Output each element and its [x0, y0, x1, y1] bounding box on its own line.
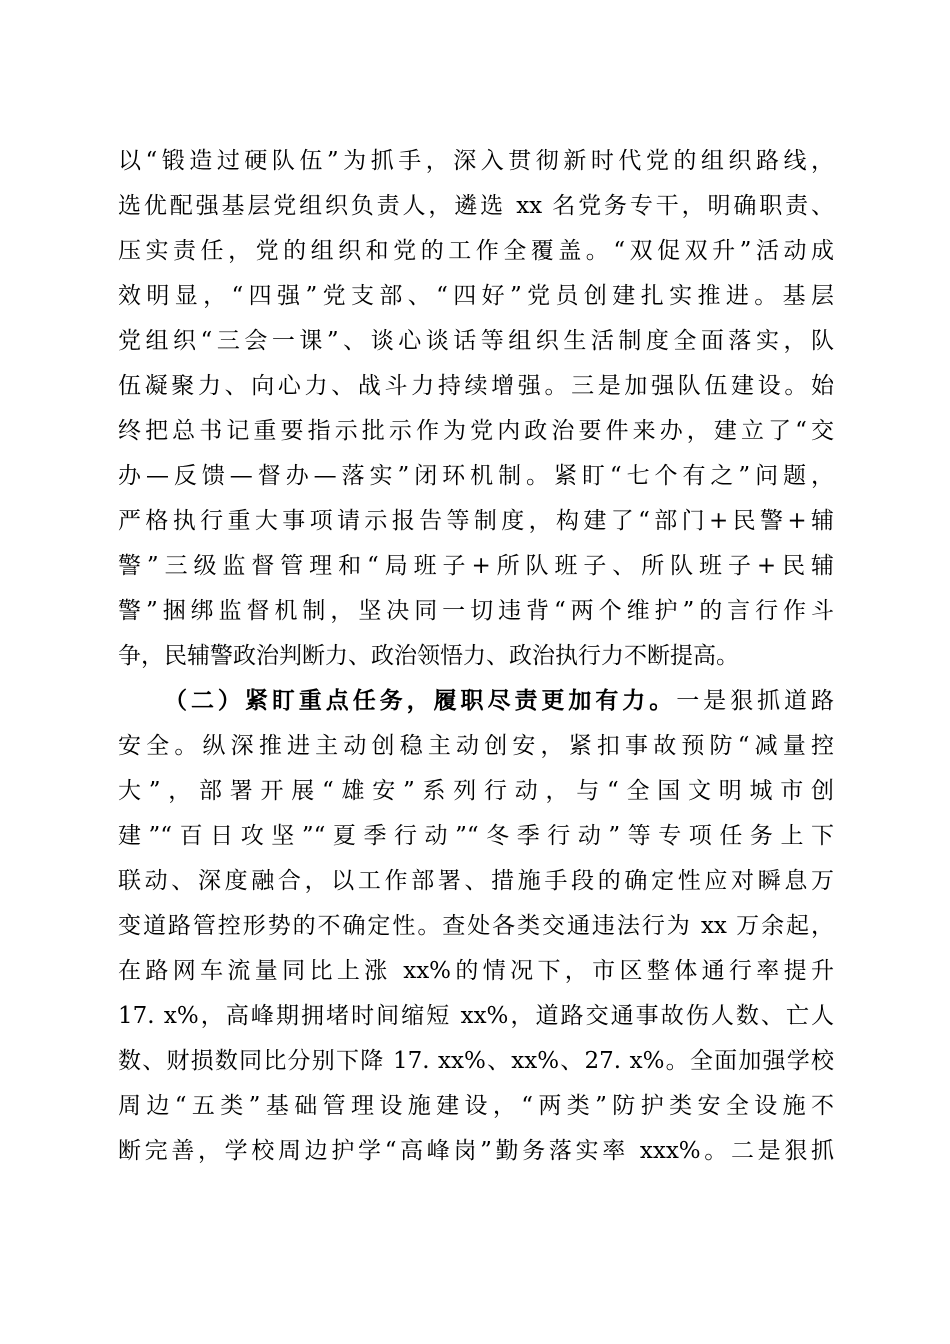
paragraph-line: 争，民辅警政治判断力、政治领悟力、政治执行力不断提高。	[118, 643, 739, 669]
paragraph-line: 大”，部署开展“雄安”系列行动，与“全国文明城市创	[118, 778, 834, 804]
paragraph-line: 变道路管控形势的不确定性。查处各类交通违法行为 xx 万余起，	[118, 913, 834, 939]
paragraph-line: 党组织“三会一课”、谈心谈话等组织生活制度全面落实，队	[118, 328, 834, 354]
paragraph-line: 在路网车流量同比上涨 xx%的情况下，市区整体通行率提升	[118, 958, 834, 984]
paragraph-line: 终把总书记重要指示批示作为党内政治要件来办，建立了“交	[118, 418, 834, 444]
section-heading: （二）紧盯重点任务，履职尽责更加有力。	[164, 687, 677, 714]
paragraph-line: 数、财损数同比分别下降 17. xx%、xx%、27. x%。全面加强学校	[118, 1048, 834, 1074]
paragraph-line: 压实责任，党的组织和党的工作全覆盖。“双促双升”活动成	[118, 238, 834, 264]
paragraph-line: 警”三级监督管理和“局班子+所队班子、所队班子+民辅	[118, 553, 834, 579]
paragraph-line: 伍凝聚力、向心力、战斗力持续增强。三是加强队伍建设。始	[118, 373, 834, 399]
paragraph-line: 警”捆绑监督机制，坚决同一切违背“两个维护”的言行作斗	[118, 598, 834, 624]
section-heading-rest: 一是狠抓道路	[676, 688, 835, 714]
paragraph-line: 安全。纵深推进主动创稳主动创安，紧扣事故预防“减量控	[118, 733, 834, 759]
paragraph-line: 17. x%，高峰期拥堵时间缩短 xx%，道路交通事故伤人数、亡人	[118, 1003, 834, 1029]
paragraph-line: 周边“五类”基础管理设施建设，“两类”防护类安全设施不	[118, 1093, 834, 1119]
paragraph-line: 办—反馈—督办—落实”闭环机制。紧盯“七个有之”问题，	[118, 463, 834, 489]
section-heading-line	[164, 681, 834, 721]
paragraph-line: 效明显，“四强”党支部、“四好”党员创建扎实推进。基层	[118, 283, 834, 309]
paragraph-line: 严格执行重大事项请示报告等制度，构建了“部门+民警+辅	[118, 508, 834, 534]
paragraph-line: 以“锻造过硬队伍”为抓手，深入贯彻新时代党的组织路线，	[118, 148, 834, 174]
paragraph-line: 建”“百日攻坚”“夏季行动”“冬季行动”等专项任务上下	[118, 823, 834, 849]
paragraph-line: 联动、深度融合，以工作部署、措施手段的确定性应对瞬息万	[118, 868, 834, 894]
paragraph-line: 选优配强基层党组织负责人，遴选 xx 名党务专干，明确职责、	[118, 193, 834, 219]
paragraph-line: 断完善，学校周边护学“高峰岗”勤务落实率 xxx%。二是狠抓	[118, 1138, 834, 1164]
